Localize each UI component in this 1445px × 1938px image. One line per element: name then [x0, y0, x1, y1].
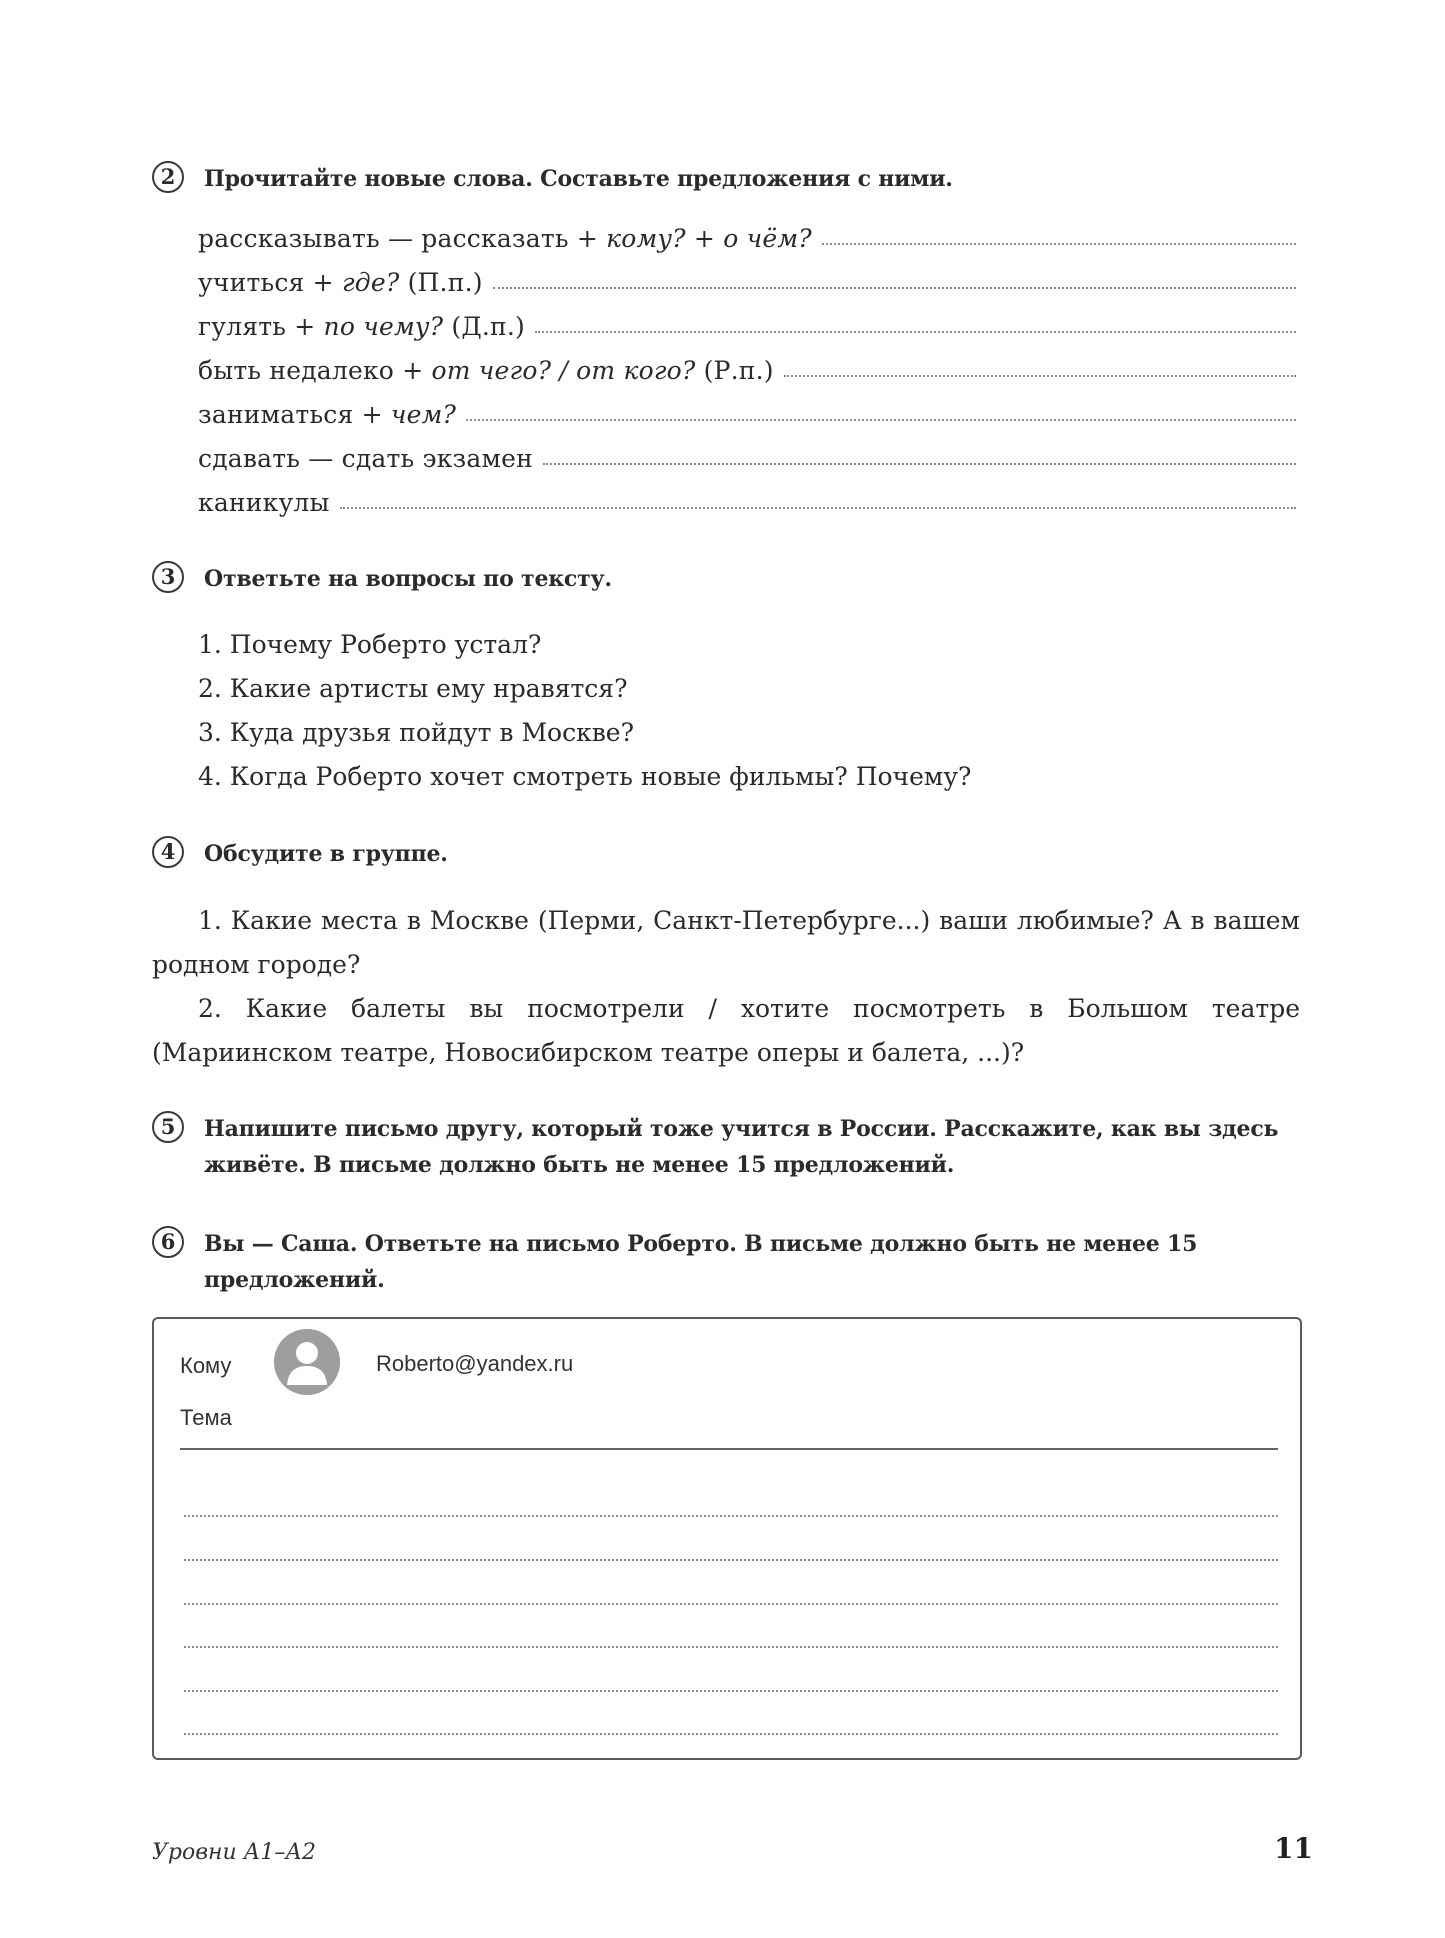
question-item: 4. Когда Роберто хочет смотреть новые фильмы? Почему?	[198, 762, 972, 791]
task-4-header	[152, 836, 1312, 872]
discussion-item: 2. Какие балеты вы посмотрели / хотите посмотреть в Большом театре (Мариинском театре, Новосибирском театре оперы и балета, ...)?	[152, 994, 1300, 1067]
answer-line[interactable]	[822, 243, 1296, 245]
task-title: Напишите письмо другу, который тоже учится в России. Расскажите, как вы здесь живёте. В письме должно быть не менее 15 предложений.	[204, 1116, 1279, 1178]
question-list	[198, 623, 1298, 799]
to-label: Кому	[180, 1353, 232, 1378]
answer-line[interactable]	[340, 507, 1296, 509]
vocab-row: быть недалеко + от чего? / от кого? (Р.п.)	[198, 356, 1296, 400]
page-number: 11	[1274, 1832, 1313, 1865]
question-item: 3. Куда друзья пойдут в Москве?	[198, 718, 634, 747]
subject-label: Тема	[180, 1405, 232, 1430]
writing-line[interactable]	[184, 1559, 1278, 1561]
answer-line[interactable]	[535, 331, 1296, 333]
task-title: Обсудите в группе.	[204, 841, 448, 867]
vocab-row: заниматься + чем?	[198, 400, 1296, 444]
task-title: Ответьте на вопросы по тексту.	[204, 566, 612, 592]
task-6-header	[152, 1226, 1302, 1298]
to-address[interactable]: Roberto@yandex.ru	[376, 1351, 574, 1376]
writing-line[interactable]	[184, 1603, 1278, 1605]
vocab-row: сдавать — сдать экзамен	[198, 444, 1296, 488]
user-avatar-icon	[274, 1329, 340, 1395]
vocab-row: каникулы	[198, 488, 1296, 532]
writing-line[interactable]	[184, 1690, 1278, 1692]
task-number: 3	[152, 561, 184, 593]
task-title: Прочитайте новые слова. Составьте предложения с ними.	[204, 166, 953, 192]
task-5-header	[152, 1111, 1302, 1183]
task-title: Вы — Саша. Ответьте на письмо Роберто. В письме должно быть не менее 15 предложений.	[204, 1231, 1198, 1293]
task-3-header	[152, 561, 1312, 597]
answer-line[interactable]	[466, 419, 1296, 421]
vocab-row: рассказывать — рассказать + кому? + о чём?	[198, 224, 1296, 268]
question-item: 2. Какие артисты ему нравятся?	[198, 674, 628, 703]
writing-line[interactable]	[184, 1515, 1278, 1517]
writing-line[interactable]	[184, 1733, 1278, 1735]
writing-line[interactable]	[184, 1646, 1278, 1648]
answer-line[interactable]	[784, 375, 1296, 377]
vocab-row: гулять + по чему? (Д.п.)	[198, 312, 1296, 356]
task-2-header	[152, 161, 1312, 197]
vocab-list	[198, 224, 1296, 532]
answer-line[interactable]	[493, 287, 1296, 289]
level-label: Уровни А1–А2	[152, 1840, 317, 1865]
email-form	[152, 1317, 1302, 1760]
task-number: 5	[152, 1111, 184, 1143]
question-item: 1. Почему Роберто устал?	[198, 630, 542, 659]
task-number: 4	[152, 836, 184, 868]
discussion-item: 1. Какие места в Москве (Перми, Санкт-Петербурге...) ваши любимые? А в вашем родном городе?	[152, 906, 1300, 979]
header-divider	[180, 1448, 1278, 1450]
vocab-row: учиться + где? (П.п.)	[198, 268, 1296, 312]
task-number: 6	[152, 1226, 184, 1258]
answer-line[interactable]	[543, 463, 1296, 465]
task-number: 2	[152, 161, 184, 193]
